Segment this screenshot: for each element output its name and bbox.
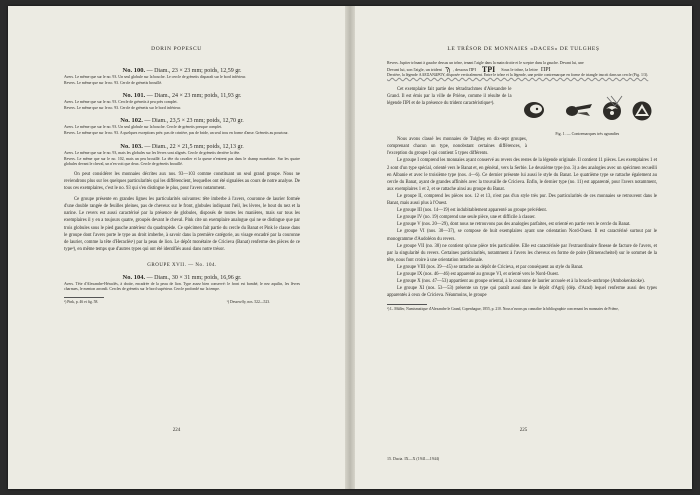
body-paragraph: Le groupe V (nos. 20—29), dont nous ne retrouvons pas des analogies parfaites, est orienté en partie vers le cercle du Banat. bbox=[397, 222, 631, 228]
left-text-column bbox=[64, 61, 300, 305]
countermark-figure bbox=[520, 98, 654, 124]
countermark-comet-icon bbox=[566, 104, 592, 116]
coin-entry-102 bbox=[64, 117, 300, 136]
coin-measurements: — Diam., 24 × 23 mm; poids, 11,93 gr. bbox=[146, 93, 242, 100]
footnote-rule bbox=[64, 297, 104, 298]
page-number-left: 224 bbox=[172, 428, 181, 433]
signature-mark: 15. Dacia. IX—X (1941—1944) bbox=[387, 456, 440, 461]
body-paragraph: Le groupe IX (nos. 46—46) est apparenté au groupe VI, et orienté vers le Nord-Ouest. bbox=[397, 271, 559, 277]
coin-entry-103 bbox=[64, 143, 300, 167]
coin-measurements: — Diam., 30 × 31 mm; poids, 16,96 gr. bbox=[146, 274, 242, 281]
coin-measurements: — Diam., 23,5 × 23 mm; poids, 12,70 gr. bbox=[144, 118, 244, 125]
legend-text: Devant lui, son l'aigle, un trident bbox=[387, 67, 442, 73]
right-page bbox=[355, 6, 692, 489]
coin-number: No. 101. bbox=[122, 92, 146, 100]
body-paragraph: Nous avons classé les monnaies de Tulgheș en dix-sept groupes, comprenant chacun un type, nonobstant certaines différences, à l'exception du groupe I qui contient 5 types différents. bbox=[387, 137, 527, 157]
coin-number: No. 103. bbox=[120, 142, 143, 150]
reverse-desc: Revers. Jupiter trônant à gauche dessus un trône, tenant l'aigle dans la main droite et le sceptre dans la gauche. Devant lui, une bbox=[387, 61, 584, 65]
coin-measurements: — Diam., 23 × 23 mm; poids, 12,59 gr. bbox=[146, 68, 242, 74]
running-header-left: DORIN POPESCU bbox=[151, 46, 202, 52]
body-paragraph: Le groupe XI (nos. 53—53) présente un type qui paraît aussi dans le dépôt d'Agrij (dép. d'Arad) lequel renferme aussi des types apparentés à ceux de Cricieva. Néanmoins, le groupe bbox=[387, 286, 657, 299]
legend-glyph: Ϡ bbox=[444, 66, 450, 75]
body-paragraph: Le groupe VI (nos. 30—37), se compose de huit exemplaires ayant une orientation Nord-Ouest. Il est caractérisé surtout par le monogramme d'Audoléon du revers. bbox=[387, 229, 657, 242]
pencil-mark-icon bbox=[605, 94, 625, 108]
legend-glyph: ΤΡΙ bbox=[481, 65, 496, 75]
body-paragraph: Cet exemplaire fait partie des tétradrachmes d'Alexandre le Grand. Il est émis par la ville de Priène, comme il résulte de la légende ΠΡΙ et de la présence du trident caractéristique¹). bbox=[387, 87, 512, 107]
left-page bbox=[8, 6, 345, 489]
legend-text: , dessous ΠΡΙ bbox=[452, 67, 476, 73]
body-paragraph: Le groupe VIII (nos. 39—45) se rattache au dépôt de Cricieva, et par conséquent au style du Banat. bbox=[397, 264, 584, 270]
reverse-desc: Derrière, la légende ΑΛΕΞΑΝΔΡΟΥ, disposée verticalement. Entre le trône et la légende, une petite contremarque en forme de triangle inscrit dans un cercle (Fig. 1/3). bbox=[387, 73, 649, 78]
coin-entry-101 bbox=[64, 92, 300, 111]
reverse-desc: Revers. Le même que sur le no. 102, mais un peu brouillé. La tête du cavalier et la queue n'entrent pas dans le champ monétaire. Sur les quatre globules devant le cheval, un n'en voit que deux. Cercle de grènetis brouillé. bbox=[64, 156, 300, 166]
coin-number: No. 102. bbox=[120, 117, 143, 125]
coin-number: No. 100. bbox=[122, 67, 146, 74]
body-paragraph: Le groupe III (nos. 14—19) est indubitablement apparenté au groupe précédent. bbox=[397, 208, 547, 214]
figure-1 bbox=[518, 98, 657, 136]
body-paragraph: Le groupe VII (no. 38) ne contient qu'une pièce très particulière. Elle est caractérisée par l'extraordinaire finesse de facture de l'avers, et par la singularité du revers. Certaines particularités, notamment à l'avers les cheveux en forme de poire (Birnenscheitel) sur le sommet de la tête, nous font croire à une orientation méridionale. bbox=[387, 243, 657, 263]
body-paragraph: Le groupe X (nos. 47—53) appartient au groupe oriental, à la couronne de laurier accusée et à la boucle-anthrope (Ambokenknoke). bbox=[397, 279, 645, 285]
figure-caption: Fig. 1. — Contremarques très agrandies bbox=[555, 131, 620, 137]
reverse-desc: Revers. Le même que sur le no. 93. Cercle de grènetis sur le bord inférieur. bbox=[64, 106, 181, 111]
footnote: ¹) Pink, p. 46 et fig. 58. bbox=[64, 300, 99, 305]
body-paragraph: Ce groupe présente en grandes lignes les particularités suivantes: tête imberbe à l'avers, couronne de laurier formée d'une double rangée de feuilles pleines, pas de cheveux sur le front, globules indiquant l'œil, les lèvres, le bout du nez et la narine. Le revers est aussi caractérisé par la présence de globules, disposés de toutes les manières, mais sur tous les exemplaires il y en a toujours quatre, groupés devant le cheval. Pink cite un exemplaire analogue qui ne se distingue que par trois globules sous le pied gauche antérieur du quadrupède. Ce spécimen fait partie du cercle du Banat et Pink le classe dans le groupe dont l'avers porte le type au droit imberbe, à savoir dans la première catégorie, au visage encadré par la couronne de laurier, comme la tête d'Heraclès¹) par la peau de lion. Le dépôt monétaire de Cricieva (Banat) renferme des pièces de ce type²), en même temps que d'autres types qui ont été identifiés aussi dans notre trésor. bbox=[64, 197, 300, 252]
footnotes bbox=[64, 300, 300, 305]
obverse-desc: Avers. Le même que sur le no. 93. Un seul globule sur la bouche. Cercle de grènetis presque complet. bbox=[64, 125, 223, 130]
obverse-desc: Avers. Le même que sur le no. 93. Un seul globule sur la bouche. Le cercle de grènetis disparaît sur le bord inférieur. bbox=[64, 75, 246, 79]
body-paragraph: Le groupe II, comprend les pièces nos. 12 et 13, n'est pas d'un style très pur. Des particularités de ces monnaies se retrouvent dans le Banat, mais aussi plus à l'Ouest. bbox=[387, 193, 657, 207]
group-heading: GROUPE XVII. — No. 104. bbox=[147, 262, 217, 268]
coin-entry-100 bbox=[64, 67, 300, 86]
obverse-desc: Avers. Le même que sur le no. 93, mais les globules sur les lèvres sont alignés. Cercle de grènetis derrière la tête. bbox=[64, 150, 241, 155]
footnote: ¹) L. Müller, Numismatique d'Alexandre le Grand, Copenhague, 1855, p. 210. Nous n'avons pu connaître la bibliographie concernant les monnaies de Priène, bbox=[387, 307, 619, 312]
coin-entry-104 bbox=[64, 274, 300, 292]
reverse-desc: Revers. Le même que sur le no. 93. Cercle de grènetis brouillé. bbox=[64, 81, 163, 86]
book-gutter bbox=[345, 6, 355, 489]
page-number-right: 225 bbox=[519, 428, 528, 433]
running-header-right: LE TRÉSOR DE MONNAIES «DACES» DE TULGHEȘ bbox=[447, 46, 600, 52]
body-paragraph: Le groupe I comprend les monnaies ayant conservé au revers des restes de la légende originale. Il contient 11 pièces. Les exemplaires 1 et 2 sont d'un type spécial, orienté vers le Banat et, en général, vers la Serbie. Le deuxième type (no. 3) a des analogies avec un spécimen recueilli en Albanie et avec le troisième type (nos. 4—6). Ce dernier présente lui aussi le style du Banat. Le quatrième type se rattache également au cercle du Banat, ayant de grandes affinités avec la trouvaille de Cricieva. Enfin, le dernier type (no. 11) est apparenté, pour l'avers notamment, aux exemplaires 1 et 2, et se rattache ainsi au groupe du Banat. bbox=[387, 158, 657, 192]
legend-glyph: ΠΡΙ bbox=[540, 67, 551, 74]
body-paragraph: On peut considérer les monnaies décrites aux nos. 93—103 comme constituant un seul grand groupe. Nous ne reviendrons plus sur les quelques particularités qui les différencient, lesquelles ont été signalées au cours de notre analyse. De tous ces exemplaires, c'est le no. 93 qui s'en distingue le plus, pour l'avers notamment. bbox=[64, 171, 300, 192]
legend-text: Sous le trône, la lettre bbox=[501, 67, 538, 73]
footnote: ²) Dessewffy, nos. 522—523. bbox=[226, 300, 270, 305]
obverse-desc: Avers. Tête d'Alexandre-Héraclès, à droite, encadrée de la peau de lion. Type assez bien conservé: le front est bombé, le nez aquilin, les lèvres charnues, le menton arrondi. Cercles de grènetis sur le bord supérieur. Cercle profondé sur la tempe. bbox=[64, 281, 300, 291]
coin-measurements: — Diam., 22 × 21,5 mm; poids, 12,13 gr. bbox=[144, 143, 244, 150]
footnote-rule bbox=[387, 304, 427, 305]
coin-number: No. 104. bbox=[122, 273, 146, 281]
countermark-triangle-icon bbox=[633, 102, 652, 121]
obverse-desc: Avers. Le même que sur le no. 93. Cercle de grènetis à peu près complet. bbox=[64, 100, 178, 105]
reverse-desc: Revers. Le même que sur le no. 93. A quelques exceptions près: pas de crinière, pas de bride, un seul trou en forme d'anse. Grènetis au pourtour. bbox=[64, 131, 289, 136]
countermark-crescent-icon bbox=[524, 102, 544, 118]
body-paragraph: Le groupe IV (no. 19) comprend une seule pièce, une et difficile à classer. bbox=[397, 215, 536, 221]
book-spread bbox=[8, 6, 692, 489]
